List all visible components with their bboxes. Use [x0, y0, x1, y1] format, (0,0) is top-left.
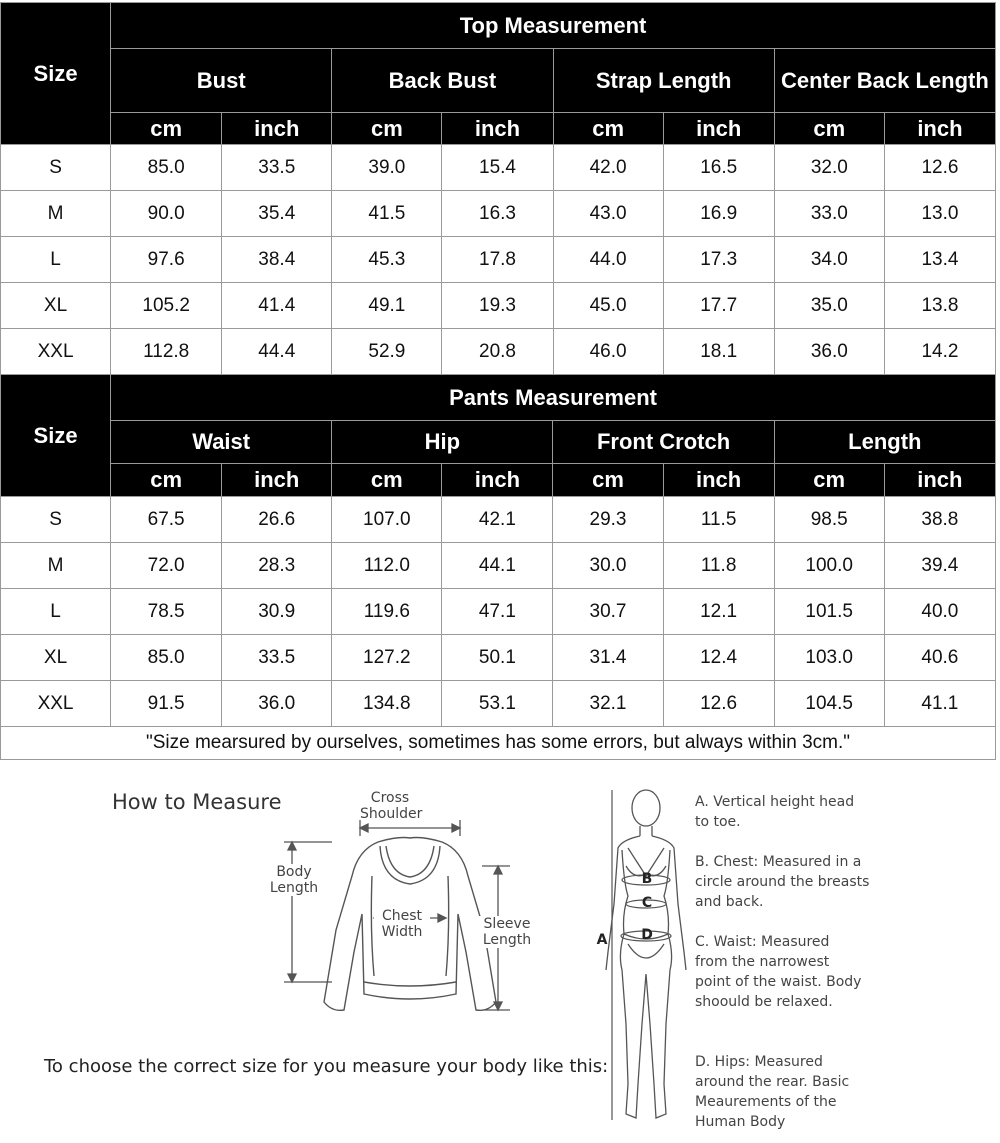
value-cell: 17.7: [663, 283, 774, 329]
value-cell: 112.0: [332, 543, 442, 589]
value-cell: 42.0: [553, 145, 663, 191]
value-cell: 112.8: [111, 329, 222, 375]
table-row: [1, 283, 996, 329]
value-cell: 72.0: [111, 543, 222, 589]
value-cell: 31.4: [553, 635, 663, 681]
table-row: [1, 497, 996, 543]
value-cell: 45.0: [553, 283, 663, 329]
value-cell: 16.9: [663, 191, 774, 237]
value-cell: 32.0: [774, 145, 884, 191]
value-cell: 15.4: [442, 145, 553, 191]
marker-d: D: [641, 927, 653, 943]
how-to-measure-title: How to Measure: [112, 790, 282, 814]
value-cell: 43.0: [553, 191, 663, 237]
value-cell: 35.4: [222, 191, 332, 237]
value-cell: 16.5: [663, 145, 774, 191]
size-cell: XL: [1, 635, 111, 681]
column-header-back-bust: Back Bust: [332, 49, 553, 113]
value-cell: 11.8: [663, 543, 774, 589]
value-cell: 67.5: [111, 497, 222, 543]
value-cell: 30.0: [553, 543, 663, 589]
chest-width-label: Chest Width: [374, 908, 430, 940]
value-cell: 50.1: [442, 635, 553, 681]
value-cell: 105.2: [111, 283, 222, 329]
value-cell: 29.3: [553, 497, 663, 543]
marker-c: C: [641, 895, 653, 911]
value-cell: 40.0: [884, 589, 995, 635]
size-cell: L: [1, 589, 111, 635]
value-cell: 90.0: [111, 191, 222, 237]
column-header-waist: Waist: [111, 421, 332, 464]
value-cell: 98.5: [774, 497, 884, 543]
table-row: [1, 237, 996, 283]
description-a: A. Vertical height head to toe.: [695, 794, 855, 830]
value-cell: 44.1: [442, 543, 553, 589]
value-cell: 14.2: [884, 329, 995, 375]
table-row: [1, 589, 996, 635]
value-cell: 134.8: [332, 681, 442, 727]
value-cell: 41.4: [222, 283, 332, 329]
value-cell: 52.9: [332, 329, 442, 375]
value-cell: 39.0: [332, 145, 442, 191]
value-cell: 119.6: [332, 589, 442, 635]
size-cell: M: [1, 543, 111, 589]
value-cell: 45.3: [332, 237, 442, 283]
value-cell: 12.6: [663, 681, 774, 727]
pants-measurement-title: Pants Measurement: [111, 375, 996, 421]
unit-header-cm: cm: [111, 464, 222, 497]
column-header-center-back-length: Center Back Length: [774, 49, 995, 113]
sleeve-length-label: Sleeve Length: [478, 916, 536, 948]
table-row: [1, 681, 996, 727]
value-cell: 33.5: [222, 635, 332, 681]
value-cell: 53.1: [442, 681, 553, 727]
value-cell: 38.8: [884, 497, 995, 543]
value-cell: 46.0: [553, 329, 663, 375]
value-cell: 11.5: [663, 497, 774, 543]
unit-header-cm: cm: [553, 464, 663, 497]
size-header: Size: [1, 3, 111, 145]
value-cell: 49.1: [332, 283, 442, 329]
value-cell: 12.6: [884, 145, 995, 191]
unit-header-cm: cm: [774, 113, 884, 145]
marker-a: A: [596, 932, 608, 948]
value-cell: 39.4: [884, 543, 995, 589]
column-header-front-crotch: Front Crotch: [553, 421, 774, 464]
value-cell: 36.0: [222, 681, 332, 727]
top-measurement-title: Top Measurement: [111, 3, 996, 49]
value-cell: 44.4: [222, 329, 332, 375]
size-cell: S: [1, 497, 111, 543]
table-row: [1, 635, 996, 681]
marker-b: B: [641, 871, 653, 887]
value-cell: 18.1: [663, 329, 774, 375]
value-cell: 101.5: [774, 589, 884, 635]
value-cell: 107.0: [332, 497, 442, 543]
unit-header-inch: inch: [222, 113, 332, 145]
value-cell: 85.0: [111, 635, 222, 681]
description-b: B. Chest: Measured in a circle around the breasts and back.: [695, 854, 870, 910]
column-header-strap-length: Strap Length: [553, 49, 774, 113]
unit-header-inch: inch: [663, 113, 774, 145]
unit-header-inch: inch: [442, 113, 553, 145]
value-cell: 34.0: [774, 237, 884, 283]
unit-header-inch: inch: [663, 464, 774, 497]
value-cell: 26.6: [222, 497, 332, 543]
size-cell: XXL: [1, 681, 111, 727]
column-header-length: Length: [774, 421, 995, 464]
value-cell: 16.3: [442, 191, 553, 237]
unit-header-inch: inch: [884, 464, 995, 497]
value-cell: 78.5: [111, 589, 222, 635]
value-cell: 33.5: [222, 145, 332, 191]
value-cell: 91.5: [111, 681, 222, 727]
body-length-label: Body Length: [269, 864, 319, 896]
value-cell: 32.1: [553, 681, 663, 727]
column-header-bust: Bust: [111, 49, 332, 113]
unit-header-cm: cm: [111, 113, 222, 145]
value-cell: 17.8: [442, 237, 553, 283]
unit-header-cm: cm: [774, 464, 884, 497]
value-cell: 19.3: [442, 283, 553, 329]
size-cell: L: [1, 237, 111, 283]
value-cell: 127.2: [332, 635, 442, 681]
column-header-hip: Hip: [332, 421, 553, 464]
value-cell: 100.0: [774, 543, 884, 589]
value-cell: 28.3: [222, 543, 332, 589]
value-cell: 12.4: [663, 635, 774, 681]
value-cell: 85.0: [111, 145, 222, 191]
value-cell: 13.4: [884, 237, 995, 283]
unit-header-inch: inch: [222, 464, 332, 497]
measurement-note: "Size mearsured by ourselves, sometimes has some errors, but always within 3cm.": [1, 727, 996, 760]
value-cell: 13.0: [884, 191, 995, 237]
description-c: C. Waist: Measured from the narrowest point of the waist. Body shoould be relaxed.: [695, 934, 862, 1010]
unit-header-cm: cm: [553, 113, 663, 145]
body-figure-diagram: [590, 784, 690, 1134]
value-cell: 42.1: [442, 497, 553, 543]
size-cell: XXL: [1, 329, 111, 375]
value-cell: 40.6: [884, 635, 995, 681]
value-cell: 41.5: [332, 191, 442, 237]
value-cell: 104.5: [774, 681, 884, 727]
description-d: D. Hips: Measured around the rear. Basic Meaurements of the Human Body: [695, 1054, 850, 1130]
value-cell: 38.4: [222, 237, 332, 283]
value-cell: 36.0: [774, 329, 884, 375]
unit-header-cm: cm: [332, 464, 442, 497]
value-cell: 12.1: [663, 589, 774, 635]
unit-header-inch: inch: [442, 464, 553, 497]
value-cell: 17.3: [663, 237, 774, 283]
value-cell: 35.0: [774, 283, 884, 329]
size-header: Size: [1, 375, 111, 497]
measure-instruction: To choose the correct size for you measure your body like this:: [44, 1056, 609, 1077]
value-cell: 47.1: [442, 589, 553, 635]
unit-header-cm: cm: [332, 113, 442, 145]
value-cell: 33.0: [774, 191, 884, 237]
table-row: [1, 145, 996, 191]
value-cell: 13.8: [884, 283, 995, 329]
value-cell: 30.9: [222, 589, 332, 635]
table-row: [1, 543, 996, 589]
size-cell: XL: [1, 283, 111, 329]
table-row: [1, 329, 996, 375]
top-measurement-table: [0, 2, 996, 375]
size-cell: S: [1, 145, 111, 191]
pants-measurement-table: [0, 374, 996, 760]
cross-shoulder-label: Cross Shoulder: [360, 790, 423, 822]
value-cell: 44.0: [553, 237, 663, 283]
value-cell: 97.6: [111, 237, 222, 283]
value-cell: 20.8: [442, 329, 553, 375]
size-cell: M: [1, 191, 111, 237]
value-cell: 41.1: [884, 681, 995, 727]
value-cell: 103.0: [774, 635, 884, 681]
table-row: [1, 191, 996, 237]
unit-header-inch: inch: [884, 113, 995, 145]
value-cell: 30.7: [553, 589, 663, 635]
